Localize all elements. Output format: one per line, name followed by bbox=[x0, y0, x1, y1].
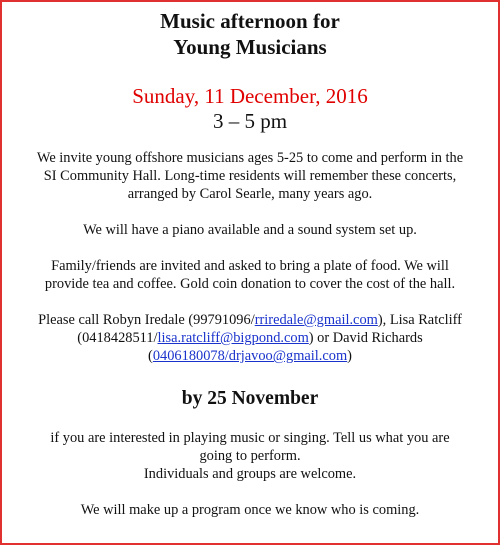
lisa-email-link[interactable]: lisa.ratcliff@bigpond.com bbox=[157, 330, 309, 346]
closing-line-1: if you are interested in playing music or singing. Tell us what you are bbox=[50, 430, 450, 446]
poster-title bbox=[2, 8, 498, 60]
event-date: Sunday, 11 December, 2016 bbox=[132, 84, 368, 108]
food-paragraph bbox=[2, 257, 498, 293]
contacts-paragraph bbox=[2, 311, 498, 365]
deadline-heading: by 25 November bbox=[181, 388, 319, 409]
invite-line-3: arranged by Carol Searle, many years ago. bbox=[127, 186, 373, 202]
robyn-email-link[interactable]: rriredale@gmail.com bbox=[254, 312, 378, 328]
david-contact-link[interactable]: 0406180078/drjavoo@gmail.com bbox=[152, 348, 348, 364]
contact-david-close: ) bbox=[347, 348, 352, 364]
invite-line-1: We invite young offshore musicians ages 5-25 to come and perform in the bbox=[36, 150, 464, 166]
closing-line-2: going to perform. bbox=[199, 448, 301, 464]
title-line-1: Music afternoon for bbox=[160, 9, 340, 33]
contact-after-lisa: ) or David Richards bbox=[308, 330, 423, 346]
closing-paragraph bbox=[2, 429, 498, 483]
closing-line-3: Individuals and groups are welcome. bbox=[143, 466, 357, 482]
final-paragraph: We will make up a program once we know who is coming. bbox=[80, 502, 420, 518]
invite-paragraph bbox=[2, 149, 498, 203]
title-line-2: Young Musicians bbox=[173, 35, 327, 59]
food-line-1: Family/friends are invited and asked to bring a plate of food. We will bbox=[51, 258, 449, 274]
contact-intro: Please call Robyn Iredale (99791096/ bbox=[38, 312, 255, 328]
event-time: 3 – 5 pm bbox=[212, 109, 288, 133]
contact-after-robyn: ), Lisa Ratcliff bbox=[377, 312, 462, 328]
invite-line-2: SI Community Hall. Long-time residents will remember these concerts, bbox=[43, 168, 457, 184]
equipment-paragraph: We will have a piano available and a sound system set up. bbox=[83, 222, 417, 238]
food-line-2: provide tea and coffee. Gold coin donation to cover the cost of the hall. bbox=[44, 276, 456, 292]
contact-lisa-open: (0418428511/ bbox=[77, 330, 158, 346]
contact-david-open: ( bbox=[148, 348, 153, 364]
